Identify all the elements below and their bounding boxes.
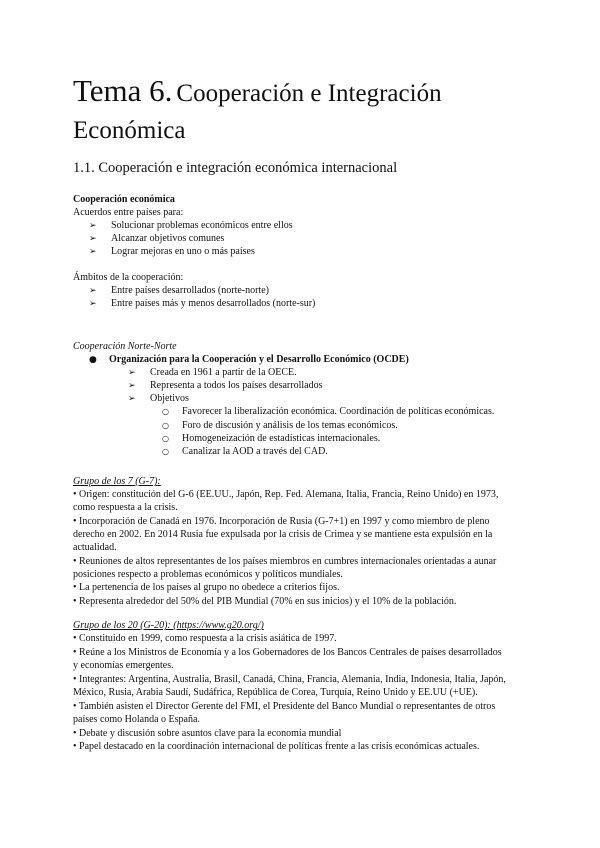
- list-item: ➢ Alcanzar objetivos comunes: [89, 232, 224, 247]
- arrow-bullet-icon: ➢: [128, 394, 136, 404]
- arrow-bullet-icon: ➢: [89, 234, 97, 244]
- arrow-bullet-icon: ➢: [89, 286, 97, 296]
- cooperacion-heading: Cooperación económica: [73, 194, 175, 205]
- g20-line: • Reúne a los Ministros de Economía y a los Gobernadores de los Bancos Centrales de países desarrollados: [73, 647, 502, 658]
- ambitos-label: Ámbitos de la cooperación:: [73, 272, 184, 283]
- g20-line: • Papel destacado en la coordinación internacional de políticas frente a las crisis económicas actuales.: [73, 741, 480, 752]
- g7-heading: Grupo de los 7 (G-7):: [73, 476, 161, 487]
- list-item: ○ Favorecer la liberalización económica. Coordinación de políticas económicas.: [162, 406, 495, 417]
- list-item: ➢ Lograr mejoras en uno o más países: [89, 245, 255, 260]
- g20-line: países como Holanda o España.: [73, 714, 200, 725]
- list-item: ➢ Objetivos: [128, 392, 189, 407]
- title-main: Tema 6.: [73, 73, 173, 108]
- section-heading: 1.1. Cooperación e integración económica internacional: [73, 160, 398, 176]
- list-item: ➢ Entre países desarrollados (norte-norte): [89, 284, 269, 299]
- circle-bullet-icon: ○: [162, 407, 169, 416]
- circle-bullet-icon: ○: [162, 434, 169, 443]
- title-rest-line2: Económica: [73, 117, 186, 144]
- list-item: ○ Foro de discusión y análisis de los temas económicos.: [162, 420, 398, 431]
- list-item: ➢ Creada en 1961 a partir de la OECE.: [128, 366, 297, 381]
- circle-bullet-icon: ○: [162, 421, 169, 430]
- g20-line: • Constituido en 1999, como respuesta a la crisis asiática de 1997.: [73, 633, 337, 644]
- g20-line: • También asisten el Director Gerente del FMI, el Presidente del Banco Mundial o representantes de otros: [73, 701, 496, 712]
- g7-line: • Representa alrededor del 50% del PIB Mundial (70% en sus inicios) y el 10% de la población.: [73, 596, 457, 607]
- bullet-icon: ●: [89, 355, 97, 365]
- g7-line: actualidad.: [73, 542, 117, 553]
- list-item: ○ Homogeneización de estadísticas internacionales.: [162, 433, 381, 444]
- g7-line: • Origen: constitución del G-6 (EE.UU., Japón, Rep. Fed. Alemana, Italia, Francia, Reino Unido) en 1973,: [73, 489, 499, 500]
- ocde-title: ● Organización para la Cooperación y el Desarrollo Económico (OCDE): [89, 353, 409, 368]
- g7-line: • Reuniones de altos representantes de los países miembros en cumbres internacionales orientadas a aunar: [73, 556, 497, 567]
- list-item: ➢ Representa a todos los países desarrollados: [128, 379, 322, 394]
- norte-norte-heading: Cooperación Norte-Norte: [73, 341, 177, 352]
- arrow-bullet-icon: ➢: [128, 368, 136, 378]
- g7-line: posiciones respecto a problemas económicos y políticos mundiales.: [73, 569, 343, 580]
- list-item: ○ Canalizar la AOD a través del CAD.: [162, 446, 328, 457]
- title-rest-line1: Cooperación e Integración: [176, 80, 442, 107]
- g7-line: como respuesta a la crisis.: [73, 502, 178, 513]
- arrow-bullet-icon: ➢: [128, 381, 136, 391]
- arrow-bullet-icon: ➢: [89, 247, 97, 257]
- g7-line: derecho en 2002. En 2014 Rusia fue expulsada por la crisis de Crimea y se mantiene esta expulsión en la: [73, 529, 493, 540]
- g20-heading: Grupo de los 20 (G-20): (https://www.g20.org/): [73, 620, 264, 631]
- cooperacion-intro: Acuerdos entre países para:: [73, 207, 184, 218]
- list-item: ➢ Solucionar problemas económicos entre ellos: [89, 219, 293, 234]
- circle-bullet-icon: ○: [162, 447, 169, 456]
- list-item: ➢ Entre países más y menos desarrollados (norte-sur): [89, 297, 315, 312]
- arrow-bullet-icon: ➢: [89, 221, 97, 231]
- g7-line: • La pertenencia de los países al grupo no obedece a criterios fijos.: [73, 582, 340, 593]
- g20-line: • Debate y discusión sobre asuntos clave para la economía mundial: [73, 728, 342, 739]
- g7-line: • Incorporación de Canadá en 1976. Incorporación de Rusia (G-7+1) en 1997 y como miembro de pleno: [73, 516, 490, 527]
- g20-line: y economías emergentes.: [73, 660, 174, 671]
- g20-line: • Integrantes: Argentina, Australia, Brasil, Canadá, China, Francia, Alemania, India, Indonesia, Italia, Japón,: [73, 674, 506, 685]
- g20-line: México, Rusia, Arabia Saudí, Sudáfrica, República de Corea, Turquía, Reino Unido y EE.UU (+UE).: [73, 687, 478, 698]
- arrow-bullet-icon: ➢: [89, 299, 97, 309]
- page-title: [73, 74, 553, 151]
